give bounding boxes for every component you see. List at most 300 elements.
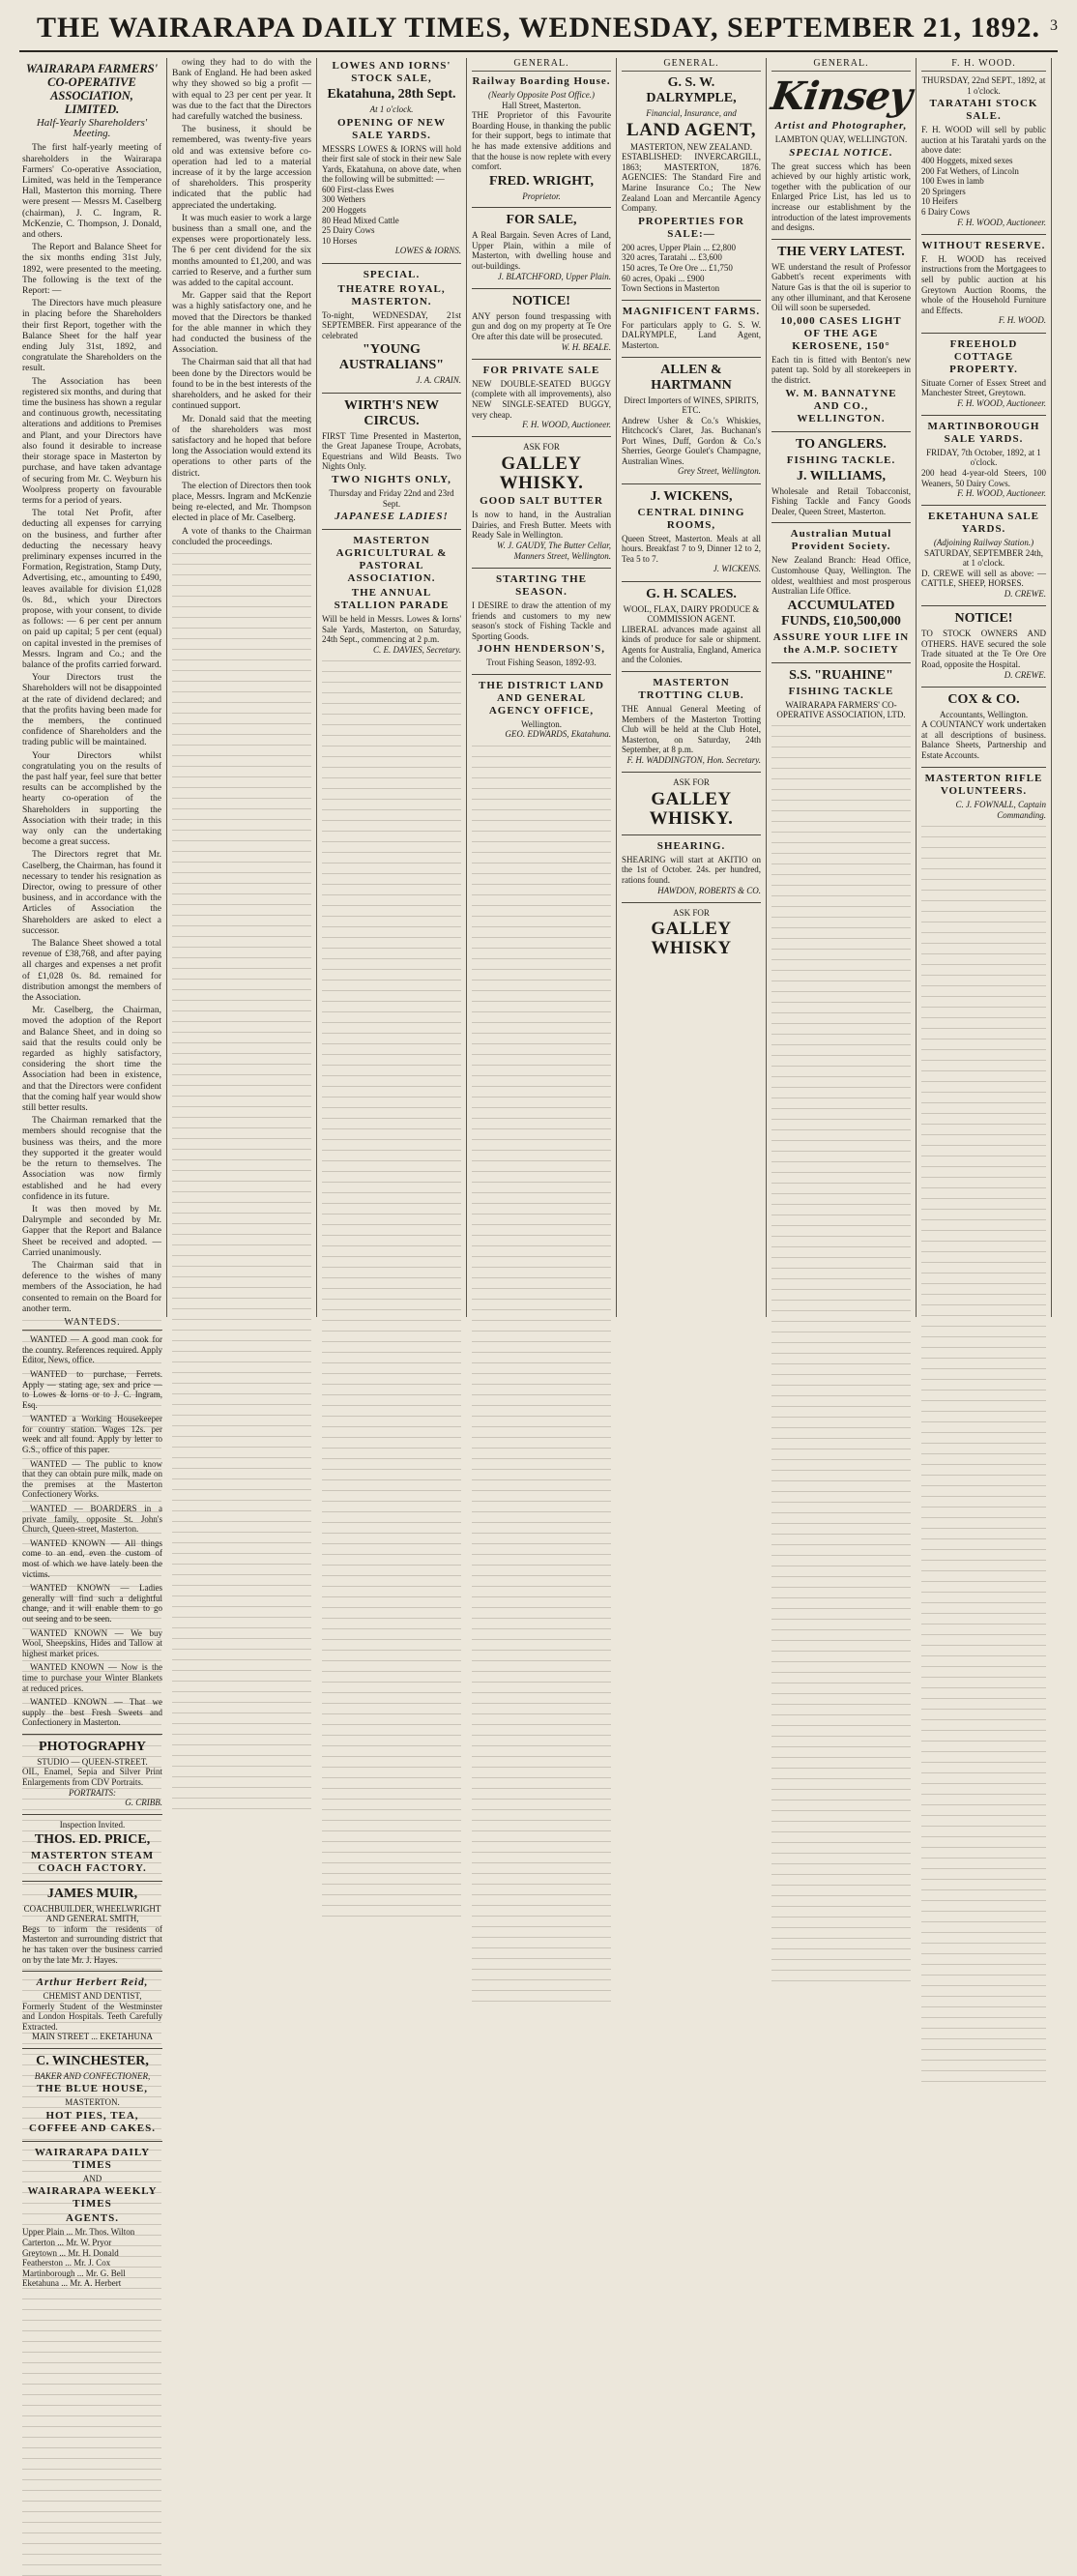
ad-body: Will be held in Messrs. Lowes & Iorns' Sale Yards, Masterton, on Saturday, 24th Sept., commencing at 2 p.m. [322,614,461,645]
paragraph: Your Directors trust the Shareholders will not be disappointed at the rate of dividend declared; and that the profits having been made for the members, the continued confidence of Shareholders and the trading public will be maintained. [22,673,161,748]
divider [622,772,761,773]
ad-title: S.S. "RUAHINE" [789,667,893,683]
text-filler [172,550,311,1809]
divider [22,1814,162,1815]
paragraph: The election of Directors then took place, Messrs. Ingram and McKenzie being re-elected, and Mr. Thompson elected in place of Mr. Caselberg. [172,481,311,524]
divider [622,581,761,582]
reid-ad [22,1976,162,2042]
text-filler [472,743,611,2002]
list-item: Carterton ... Mr. W. Pryor [22,2238,112,2248]
ad-title: Arthur Herbert Reid, [36,1976,149,1989]
paragraph: The business, it should be remembered, was twenty-five years old and was extensive before co-operation had led to a material increase of it by the large accession of shareholders. This prosperity indicated that the public had appreciated the undertaking. [172,125,311,211]
article-title: WAIRARAPA FARMERS' CO-OPERATIVE ASSOCIATION, LIMITED. [25,62,159,116]
ad-place: MASTERTON. [65,2097,120,2108]
ad-place: LAMBTON QUAY, WELLINGTON. [774,134,908,145]
ad-body: MESSRS LOWES & IORNS will hold their first sale of stock in their new Sale Yards, Ekatahuna, on above date, when the following will be submitted: — [322,143,461,185]
list-item: 20 Springers [921,186,966,196]
ad-subtitle: 10,000 CASES LIGHT OF THE AGE KEROSENE, 150° [780,314,902,352]
text-filler [771,722,911,1981]
ad-title: FREEHOLD COTTAGE PROPERTY. [949,337,1018,375]
divider [771,239,911,240]
list-item: 200 Hoggets [322,205,366,216]
ad-body: Begs to inform the residents of Masterton and surrounding district that he has taken over the business carried on by the late Mr. J. Hayes. [22,1923,162,1965]
paragraph: The Directors regret that Mr. Caselberg, the Chairman, has found it necessary to tender his resignation as Director, owing to pressure of other business, and in accordance with the Articles of Association the Shareholders are asked to elect a successor. [22,850,161,936]
ad-signature: MAIN STREET ... EKETAHUNA [31,2032,154,2042]
column-5 [617,58,767,1317]
divider [622,300,761,301]
divider [771,431,911,432]
ad-title: SPECIAL NOTICE. [789,146,893,159]
ad-body: MASTERTON STEAM COACH FACTORY. [30,1849,155,1874]
ad-signature: F. H. WOOD, Auctioneer. [522,420,611,430]
for-sale-ad [472,213,611,282]
ad-body: THE Annual General Meeting of Members of the Masterton Trotting Club will be held at the Club Hotel, Masterton, on Saturday, 24th September, at 8 p.m. [622,704,761,755]
list-item: 60 acres, Opaki ... £900 [622,273,705,283]
martinborough-sale-ad [921,421,1046,499]
ad-days: Thursday and Friday 22nd and 23rd Sept. [329,488,454,509]
boarding-house-ad [472,75,611,201]
ad-body: FIRST Time Presented in Masterton, the Great Japanese Troupe, Acrobats, Equestrians and Wild Beasts. Two Nights Only. [322,430,461,472]
ad-title: G. S. W. DALRYMPLE, [646,75,737,106]
column-7 [917,58,1052,1317]
list-item: Martinborough ... Mr. G. Bell [22,2268,126,2278]
list-item: 600 First-class Ewes [322,184,394,194]
masthead [19,8,1058,52]
divider [921,234,1046,235]
ad-body: 200 head 4-year-old Steers, 100 Weaners, 50 Dairy Cows. [921,467,1046,488]
column-1 [17,58,167,1317]
wanted-ad: WANTED KNOWN — That we supply the best Fresh Sweets and Confectionery in Masterton. [22,1697,162,1728]
ad-body: New Zealand Branch: Head Office, Customhouse Quay, Wellington. The oldest, wealthiest and most prosperous Australian Life Office. [771,555,911,597]
ad-signature: Grey Street, Wellington. [678,466,761,477]
wanted-ad: WANTED KNOWN — Now is the time to purchase your Winter Blankets at reduced prices. [22,1662,162,1693]
text-filler [921,823,1046,2082]
ad-body: For particulars apply to G. S. W. DALRYMPLE, Land Agent, Masterton. [622,319,761,350]
ad-place: Ekatahuna, 28th Sept. [327,87,456,102]
list-item: Featherston ... Mr. J. Cox [22,2258,111,2269]
property-list [622,243,761,294]
divider [22,1881,162,1882]
paragraph: The Chairman remarked that the members should recognise that the business was theirs, and the more they supported it the greater would be the return to themselves. The Association was now firmly established and he had every confidence in its future. [22,1116,161,1202]
list-item: 25 Dairy Cows [322,225,375,236]
shearing-ad [622,840,761,896]
divider [472,288,611,289]
ad-body: I DESIRE to draw the attention of my friends and customers to my new season's stock of Fishing Tackle and Sporting Goods. [472,600,611,641]
agents-ad [22,2147,162,2289]
ad-body: Formerly Student of the Westminster and London Hospitals. Teeth Carefully Extracted. [22,2001,162,2032]
paragraph: owing they had to do with the Bank of England. He had been asked why they showed so big a profit — with equal to 23 per cent per year. It was due to the fact that the Directors had carefully watched the business. [172,58,311,123]
ruahine-ad [771,668,911,720]
ad-title: Australian Mutual Provident Society. [790,528,892,553]
ad-subtitle: GOOD SALT BUTTER [480,494,603,507]
ad-signature: J. BLATCHFORD, Upper Plain. [497,271,611,281]
ad-signature: C. J. FOWNALL, Captain Commanding. [955,799,1046,820]
divider [322,263,461,264]
divider [921,415,1046,416]
ad-title: COX & CO. [947,691,1020,707]
paragraph: The Association has been registered six months, and during that time the business has shown a regular and continuous growth, necessitating alterations and additions to Premises and Plant, and your Directors have also found it desirable to increase their storage space in Masterton by purchase, and have taken advantage of securing from Mr. C. Weyburn his Woolpress property on favourable terms for a period of years. [22,376,161,506]
ad-body-2: Each tin is fitted with Benton's new patent tap. Sold by all storekeepers in the district. [771,354,911,386]
column-6 [767,58,917,1317]
wanted-ad: WANTED to purchase, Ferrets. Apply — stating age, sex and price — to Lowes & Iorns or to J. C. Ingram, Esq. [22,1368,162,1410]
ad-role: Proprietor. [522,190,561,201]
ad-body: ANY person found trespassing with gun and dog on my property at Te Ore Ore after this date will be prosecuted. [472,310,611,342]
stock-list [921,156,1046,218]
ad-body: A COUNTANCY work undertaken at all descriptions of business. Balance Sheets, Partnership and Estate Accounts. [921,719,1046,761]
column-head: GENERAL. [771,58,911,72]
ad-signature: G. CRIBB. [125,1798,162,1808]
divider [921,687,1046,688]
ad-title: GALLEY WHISKY [651,919,732,959]
ad-body: ESTABLISHED: INVERCARGILL, 1863; MASTERTON, 1876. AGENCIES: The Standard Fire and Marine Insurance Co.; The New Zealand Loan and Mercantile Agency Company. [622,152,761,214]
divider [22,1734,162,1735]
ad-title: GALLEY WHISKY. [649,788,734,829]
ad-title: MARTINBOROUGH SALE YARDS. [927,420,1040,445]
paragraph: A vote of thanks to the Chairman concluded the proceedings. [172,526,311,547]
trespass-notice-ad [472,294,611,353]
ad-title: FOR PRIVATE SALE [482,364,600,376]
list-item: Eketahuna ... Mr. A. Herbert [22,2278,122,2289]
wanted-ad: WANTED a Working Housekeeper for country station. Wages 12s. per week and all found. Apply by letter to G.S., office of this paper. [22,1414,162,1455]
ad-title: TARATAHI STOCK SALE. [929,98,1038,123]
divider [622,671,761,672]
ad-signature: D. CREWE. [1004,588,1046,599]
photography-ad [22,1740,162,1808]
list-item: Greytown ... Mr. H. Donald [22,2247,119,2258]
ad-subtitle: Trout Fishing Season, 1892-93. [486,658,597,668]
ad-body: Is now to hand, in the Australian Dairies, and Fresh Butter. Meets with Ready Sale in Wellington. [472,509,611,541]
dining-rooms-ad [622,489,761,575]
cox-co-ad [921,692,1046,761]
list-item: 10 Horses [322,235,358,246]
column-head: GENERAL. [472,58,611,72]
dalrymple-ad [622,75,761,294]
wanted-ad: WANTED — A good man cook for the country. References required. Apply Editor, News, office. [22,1334,162,1365]
amp-society-ad [771,528,911,656]
ad-signature: GEO. EDWARDS, Ekatahuna. [505,729,611,740]
ad-body: Wholesale and Retail Tobacconist, Fishing Tackle and Fancy Goods Dealer, Queen Street, Masterton. [771,485,911,516]
ad-body: WE understand the result of Professor Gabbett's recent experiments with Nature Gas is that the oil is superior to any other illuminant, and that Kerosene Oil will soon be superseded. [771,261,911,313]
theatre-ad [322,269,461,387]
ad-signature: W. J. GAUDY, The Butter Cellar, Manners Street, Wellington. [496,540,611,561]
divider [22,2048,162,2049]
masthead-title: THE WAIRARAPA DAILY TIMES, WEDNESDAY, SEPTEMBER 21, 1892. [36,12,1041,44]
divider [322,393,461,394]
column-3 [317,58,467,1317]
ad-signature: C. E. DAVIES, Secretary. [373,644,461,655]
ad-title-2: WAIRARAPA WEEKLY TIMES [27,2185,158,2210]
muir-ad [22,1887,162,1965]
ad-signature: F. H. WOOD, Auctioneer. [957,488,1046,499]
ad-subtitle: Accountants, Wellington. [939,709,1029,719]
divider [472,436,611,437]
ad-subtitle: THE ANNUAL STALLION PARADE [334,587,450,611]
ad-title: THE DISTRICT LAND AND GENERAL AGENCY OFFICE, [479,679,604,717]
divider [921,333,1046,334]
kinsey-logo: Kinsey [768,73,915,120]
ad-subtitle: WOOL, FLAX, DAIRY PRODUCE & COMMISSION AGENT. [623,603,760,625]
page-number: 3 [1050,17,1058,34]
stock-sale-ad [322,60,461,257]
column-4 [467,58,617,1317]
list-item: 300 Wethers [322,194,365,205]
list-item: 200 Fat Wethers, of Lincoln [921,165,1019,176]
ad-body: F. H. WOOD has received instructions from the Mortgagees to sell by public auction at his Greytown Auction Rooms, the whole of the Household Furniture and Effects. [921,253,1046,315]
article-subtitle: Half-Yearly Shareholders' Meeting. [36,117,148,140]
ad-title: EKETAHUNA SALE YARDS. [928,511,1039,536]
ad-signature: HAWDON, ROBERTS & CO. [657,885,761,895]
galley-whisky-ad [472,442,611,562]
ad-subtitle: Financial, Insurance, and [646,108,737,119]
ad-title: WAIRARAPA DAILY TIMES [34,2146,151,2171]
farms-ad [622,306,761,351]
fishing-season-ad [472,573,611,668]
ad-title-2: LAND AGENT, [626,119,756,140]
paragraph: The Balance Sheet showed a total revenue of £38,768, and after paying all charges and expenses a net profit of £1,028 0s. 8d. remained for distribution amongst the members of the Association. [22,939,161,1004]
ad-street: Hall Street, Masterton. [502,100,581,110]
ad-list-title: PROPERTIES FOR SALE:— [638,215,744,240]
eketahuna-sale-ad [921,511,1046,600]
ad-title: Railway Boarding House. [472,75,611,88]
ad-subtitle: STUDIO — QUEEN-STREET. [37,1756,148,1767]
ad-title: OPENING OF NEW SALE YARDS. [337,116,446,141]
ad-body: THE Proprietor of this Favourite Boarding House, in thanking the public for their support, begs to intimate that he has made extensive additions and that the house is now replete with every comfort. [472,110,611,172]
paragraph: Your Directors whilst congratulating you on the results of the past half year, feel sure that better results can be accomplished by the hearty co-operation of the Shareholders in supporting the Association with their trade; in this way only can the undertaking become a great success. [22,750,161,848]
ad-signature: D. CREWE. [1004,669,1046,680]
ad-date: FRIDAY, 7th October, 1892, at 1 o'clock. [926,447,1041,468]
ad-subtitle: CHEMIST AND DENTIST, [43,1991,142,2002]
cottage-property-ad [921,338,1046,409]
paragraph: It was much easier to work a large business than a small one, and the expenses were proportionately less. The 6 per cent dividend for the six months amounted to £1,200, and was carried to Reserve, and a further sum was added to the capital account. [172,213,311,289]
ad-company: "YOUNG AUSTRALIANS" [338,342,445,373]
ad-subtitle: Inspection Invited. [59,1820,126,1830]
paragraph: The first half-yearly meeting of shareholders in the Wairarapa Farmers' Co-operative Association, Limited, was held in the Temperance Hall, Masterton this morning. There were present — Messrs M. Caselberg (chairman), J. C. Ingram, R. McKenzie, C. Thompson, J. Donald, and others. [22,143,161,241]
stallion-parade-ad [322,535,461,656]
ad-title: WIRTH'S NEW CIRCUS. [344,397,439,428]
paragraph: The Chairman said that all that had been done by the Directors would be found to be in the best interests of the shareholders, and he asked for their continued support. [172,358,311,412]
ad-subtitle: (Nearly Opposite Post Office.) [488,90,595,101]
ad-title: SHEARING. [656,839,726,852]
ad-signature: J. WICKENS. [713,564,761,574]
paragraph: The total Net Profit, after deducting all expenses for carrying on the business, and further after deducting the necessary heavy preliminary expenses incurred in the Formation, Registration, Stamp Duty, Advertising, etc., amounting to £490, leaves available for division £1,028 0s. 8d., which your Directors propose, with your consent, to divide as follows: — 6 per cent per annum on paid up capital; 5 per cent (equal) on capital invested in the premises of Messrs. Ingram and Co.; and the balance of the profits carried forward. [22,509,162,670]
ad-signature: JOHN HENDERSON'S, [478,643,605,656]
divider [771,522,911,523]
ad-place: Wellington. [520,718,563,729]
ad-title: ALLEN & HARTMANN [651,362,732,393]
ad-body: HOT PIES, TEA, COFFEE AND CAKES. [29,2109,156,2134]
agents-list [22,2227,162,2289]
ad-title: J. WICKENS, [650,488,733,504]
ad-fund: ACCUMULATED FUNDS, £10,500,000 [781,598,901,629]
price-ad [22,1820,162,1875]
ad-subtitle: (Adjoining Railway Station.) [933,538,1034,548]
ad-subtitle: CENTRAL DINING ROOMS, [637,506,745,531]
buggy-sale-ad [472,365,611,431]
column-head: WANTEDS. [22,1317,162,1331]
ad-title: JAMES MUIR, [46,1886,138,1901]
list-item: Upper Plain ... Mr. Thos. Wilton [22,2227,135,2238]
article-body [22,143,161,1315]
paragraph: Mr. Gapper said that the Report was a highly satisfactory one, and he moved that the Directors be thanked for the able manner in which they had conducted the business of the Association. [172,291,311,356]
ad-head: SPECIAL. [363,268,421,280]
anglers-ad [771,437,911,517]
allen-hartmann-ad [622,363,761,478]
ad-subtitle: BAKER AND CONFECTIONER, [34,2070,151,2081]
ad-title: G. H. SCALES. [646,586,737,601]
ad-signature: F. H. WOOD, Auctioneer. [957,397,1046,408]
divider [322,529,461,530]
ad-title: FOR SALE, [506,213,577,228]
ad-title: TO ANGLERS. [796,436,887,452]
kerosene-ad [771,245,911,425]
galley-whisky-ad-3 [622,908,761,959]
ad-signature: WAIRARAPA FARMERS' CO-OPERATIVE ASSOCIATION, LTD. [776,699,906,720]
ad-pre: ASK FOR [673,777,710,788]
ad-pre: ASK FOR [673,907,710,918]
ad-title: MASTERTON AGRICULTURAL & PASTORAL ASSOCIATION. [335,535,448,584]
ad-title: NOTICE! [512,293,570,308]
ad-title: MASTERTON TROTTING CLUB. [638,677,744,702]
column-head: GENERAL. [622,58,761,72]
ad-body: OIL, Enamel, Sepia and Silver Print Enlargements from CDV Portraits. [22,1767,162,1788]
divider [22,1971,162,1972]
ad-place: MASTERTON, NEW ZEALAND. [629,141,753,152]
ad-date: THURSDAY, 22nd SEPT., 1892, at 1 o'clock. [921,75,1046,96]
list-item: 10 Heifers [921,196,958,207]
list-item: Town Sections in Masterton [622,283,720,294]
divider [472,359,611,360]
paragraph: The Directors have much pleasure in placing before the Shareholders their first Report, together with the Balance Sheet for the half year ending July 31st, 1892, and congratulate the Shareholders on the result. [22,299,161,374]
divider [622,834,761,835]
kinsey-ad [768,73,915,233]
ad-signature: F. H. WOOD. [998,315,1046,326]
ad-body: TO STOCK OWNERS AND OTHERS. HAVE secured the sole Trade situated at the Te Ore Ore Road, opposite the Hospital. [921,629,1046,669]
paragraph: The Report and Balance Sheet for the six months ending 31st July, 1892, were presented to the meeting. The following is the text of the Report: — [22,243,161,297]
ad-signature: FRED. WRIGHT, [489,173,594,189]
ad-title: STARTING THE SEASON. [495,573,588,599]
ad-signature: W. M. BANNATYNE AND CO., WELLINGTON. [785,387,897,424]
paragraph: It was then moved by Mr. Dalrymple and seconded by Mr. Gapper that the Report and Balance Sheet be received and adopted. — Carried unanimously. [22,1204,161,1258]
columns [17,58,1060,2289]
list-item: 6 Dairy Cows [921,206,970,217]
ad-subtitle: FISHING TACKLE [788,685,894,697]
stock-owners-notice-ad [921,611,1046,681]
winchester-ad [22,2054,162,2135]
ad-signature: J. WILLIAMS, [797,468,886,483]
stock-list [322,185,461,247]
ad-signature: ASSURE YOUR LIFE IN the A.M.P. SOCIETY [772,630,910,656]
ad-subtitle-2: THE BLUE HOUSE, [37,2083,148,2095]
divider [472,568,611,569]
ad-subtitle: AND [82,2173,102,2183]
ad-subtitle: COACHBUILDER, WHEELWRIGHT AND GENERAL SMITH, [23,1903,161,1924]
list-item: 320 acres, Taratahi ... £3,600 [622,252,722,263]
scales-ad [622,587,761,665]
ad-subtitle: Artist and Photographer, [774,120,908,132]
column-head: F. H. WOOD. [921,58,1046,72]
ad-title: MASTERTON RIFLE VOLUNTEERS. [924,772,1043,797]
ad-title: GALLEY WHISKY. [499,453,584,493]
ad-signature: LOWES & IORNS. [394,246,461,256]
ad-signature: W. H. BEALE. [561,341,611,352]
ad-title: WITHOUT RESERVE. [921,239,1046,251]
ad-body: D. CREWE will sell as above: — CATTLE, SHEEP, HORSES. [921,568,1046,589]
divider [472,207,611,208]
ad-subtitle: FISHING TACKLE. [786,454,896,466]
ad-body: LIBERAL advances made against all kinds of produce for sale or shipment. Agents for Australia, England, America and the Colonies. [622,624,761,665]
ad-signature: F. H. WADDINGTON, Hon. Secretary. [626,755,761,766]
ad-signature: JAPANESE LADIES! [335,511,449,522]
paragraph: The Chairman said that in deference to the wishes of many members of the Association, he had consented to remain on the Board for another term. [22,1260,161,1314]
ad-date: SATURDAY, SEPTEMBER 24th, at 1 o'clock. [923,547,1044,569]
ad-head: LOWES AND IORNS' STOCK SALE, [332,60,451,84]
land-agency-ad [472,680,611,741]
list-item: 150 acres, Te Ore Ore ... £1,750 [622,262,733,273]
column-2 [167,58,317,1317]
ad-nights: TWO NIGHTS ONLY, [332,474,451,485]
ad-title: THEATRE ROYAL, MASTERTON. [337,282,446,307]
paragraph: Mr. Caselberg, the Chairman, moved the adoption of the Report and Balance Sheet, and in doing so said that the results could only be regarded as highly satisfactory, considering the short time the Association had been in existence, and that the Directors were confident that the coming half year would show still better results. [22,1006,161,1114]
list-item: 100 Ewes in lamb [921,176,984,187]
trotting-club-ad [622,677,761,766]
ad-subtitle-2: AGENTS. [66,2212,119,2225]
without-reserve-ad [921,240,1046,327]
ad-body: Situate Corner of Essex Street and Manchester Street, Greytown. [921,377,1046,398]
divider [622,483,761,484]
ad-subtitle-2: PORTRAITS: [69,1787,116,1798]
divider [921,605,1046,606]
article-body-continued [172,58,311,548]
ad-body: NEW DOUBLE-SEATED BUGGY (complete with all improvements), also NEW SINGLE-SEATED BUGGY, very cheap. [472,378,611,420]
wanted-ad: WANTED — BOARDERS in a private family, opposite St. John's Church, Queen-street, Masterton. [22,1504,162,1535]
ad-title: PHOTOGRAPHY [39,1739,146,1754]
divider [921,767,1046,768]
ad-body: The great success which has been achieved by our highly artistic work, together with the publication of our Enlarged Price List, has led us to increase our establishment by the introduction of the latest improvements and designs. [771,161,911,233]
ad-body: A Real Bargain. Seven Acres of Land, Upper Plain, within a mile of Masterton, with dwelling house and out-buildings. [472,230,611,272]
ad-signature: J. A. CRAIN. [416,375,461,386]
ad-subtitle: Direct Importers of WINES, SPIRITS, ETC. [624,395,759,416]
divider [921,505,1046,506]
wanted-ad: WANTED KNOWN — Ladies generally will find such a delightful change, and it will enable them to go out seeing and to be seen. [22,1583,162,1624]
taratahi-sale-ad [921,75,1046,228]
wanted-ad: WANTED KNOWN — All things come to an end, even the custom of most of which we have lately been the victims. [22,1537,162,1579]
divider [22,2141,162,2142]
divider [622,902,761,903]
wanted-ad: WANTED — The public to know that they can obtain pure milk, made on the premises at the Masterton Confectionery Works. [22,1458,162,1500]
ad-title: THE VERY LATEST. [777,244,905,259]
list-item: 80 Head Mixed Cattle [322,215,399,225]
ad-title: C. WINCHESTER, [36,2053,149,2068]
paragraph: Mr. Donald said that the meeting of the shareholders was most satisfactory and he hoped that before long the Association would extend its operations to other parts of the district. [172,414,311,479]
text-filler [322,658,461,1917]
ad-pre: ASK FOR [523,442,560,453]
list-item: 400 Hoggets, mixed sexes [921,155,1013,165]
list-item: 200 acres, Upper Plain ... £2,800 [622,242,736,252]
circus-ad [322,398,461,523]
divider [771,662,911,663]
ad-body: F. H. WOOD will sell by public auction at his Taratahi yards on the above date: [921,125,1046,156]
divider [472,674,611,675]
ad-title: MAGNIFICENT FARMS. [622,305,761,317]
rifle-volunteers-ad [921,773,1046,821]
ad-title: NOTICE! [954,611,1013,627]
ad-title: THOS. ED. PRICE, [34,1831,151,1847]
ad-body: SHEARING will start at AKITIO on the 1st of October. 24s. per hundred, rations found. [622,854,761,885]
wanted-ad: WANTED KNOWN — We buy Wool, Sheepskins, Hides and Tallow at highest market prices. [22,1627,162,1658]
ad-body: Queen Street, Masterton. Meals at all hours. Breakfast 7 to 9, Dinner 12 to 2, Tea 5 to 7. [622,533,761,564]
ad-body: To-night, WEDNESDAY, 21st SEPTEMBER. First appearance of the celebrated [322,309,461,340]
galley-whisky-ad-2 [622,777,761,829]
